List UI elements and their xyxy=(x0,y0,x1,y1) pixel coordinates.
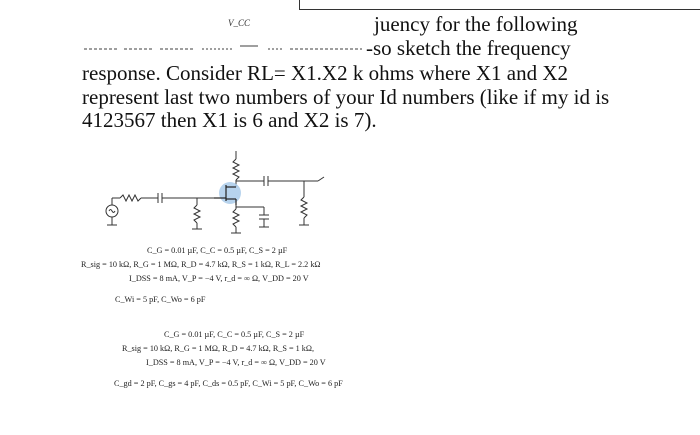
param2-line-device-caps: C_gd = 2 pF, C_gs = 4 pF, C_ds = 0.5 pF, C_Wi = 5 pF, C_Wo = 6 pF xyxy=(114,379,343,388)
question-line2-fragment: -so sketch the frequency xyxy=(366,36,571,60)
question-line1-fragment: juency for the following xyxy=(374,12,578,36)
garbled-text-strip xyxy=(82,43,364,53)
param2-line-resistors: R_sig = 10 kΩ, R_G = 1 MΩ, R_D = 4.7 kΩ, R_S = 1 kΩ, xyxy=(122,344,315,353)
vcc-label: V_CC xyxy=(228,18,251,28)
param-line-resistors: R_sig = 10 kΩ, R_G = 1 MΩ, R_D = 4.7 kΩ, R_S = 1 kΩ, R_L = 2.2 kΩ xyxy=(81,260,321,269)
param2-line-jfet: I_DSS = 8 mA, V_P = −4 V, r_d = ∞ Ω, V_DD = 20 V xyxy=(146,358,326,367)
param-block-1 xyxy=(81,244,321,307)
top-frame-box xyxy=(299,0,700,10)
param-line-caps: C_G = 0.01 µF, C_C = 0.5 µF, C_S = 2 µF xyxy=(147,246,288,255)
param-block-2 xyxy=(114,328,343,391)
param-line-wiring-caps: C_Wi = 5 pF, C_Wo = 6 pF xyxy=(115,295,206,304)
param-line-jfet: I_DSS = 8 mA, V_P = −4 V, r_d = ∞ Ω, V_DD = 20 V xyxy=(129,274,309,283)
jfet-amplifier-schematic xyxy=(92,143,422,243)
question-paragraph: response. Consider RL= X1.X2 k ohms where X1 and X2 represent last two numbers of your Id numbers (like if my id is 4123567 then X1 is 6 and X2 is 7). xyxy=(82,61,610,132)
param2-line-caps: C_G = 0.01 µF, C_C = 0.5 µF, C_S = 2 µF xyxy=(164,330,305,339)
